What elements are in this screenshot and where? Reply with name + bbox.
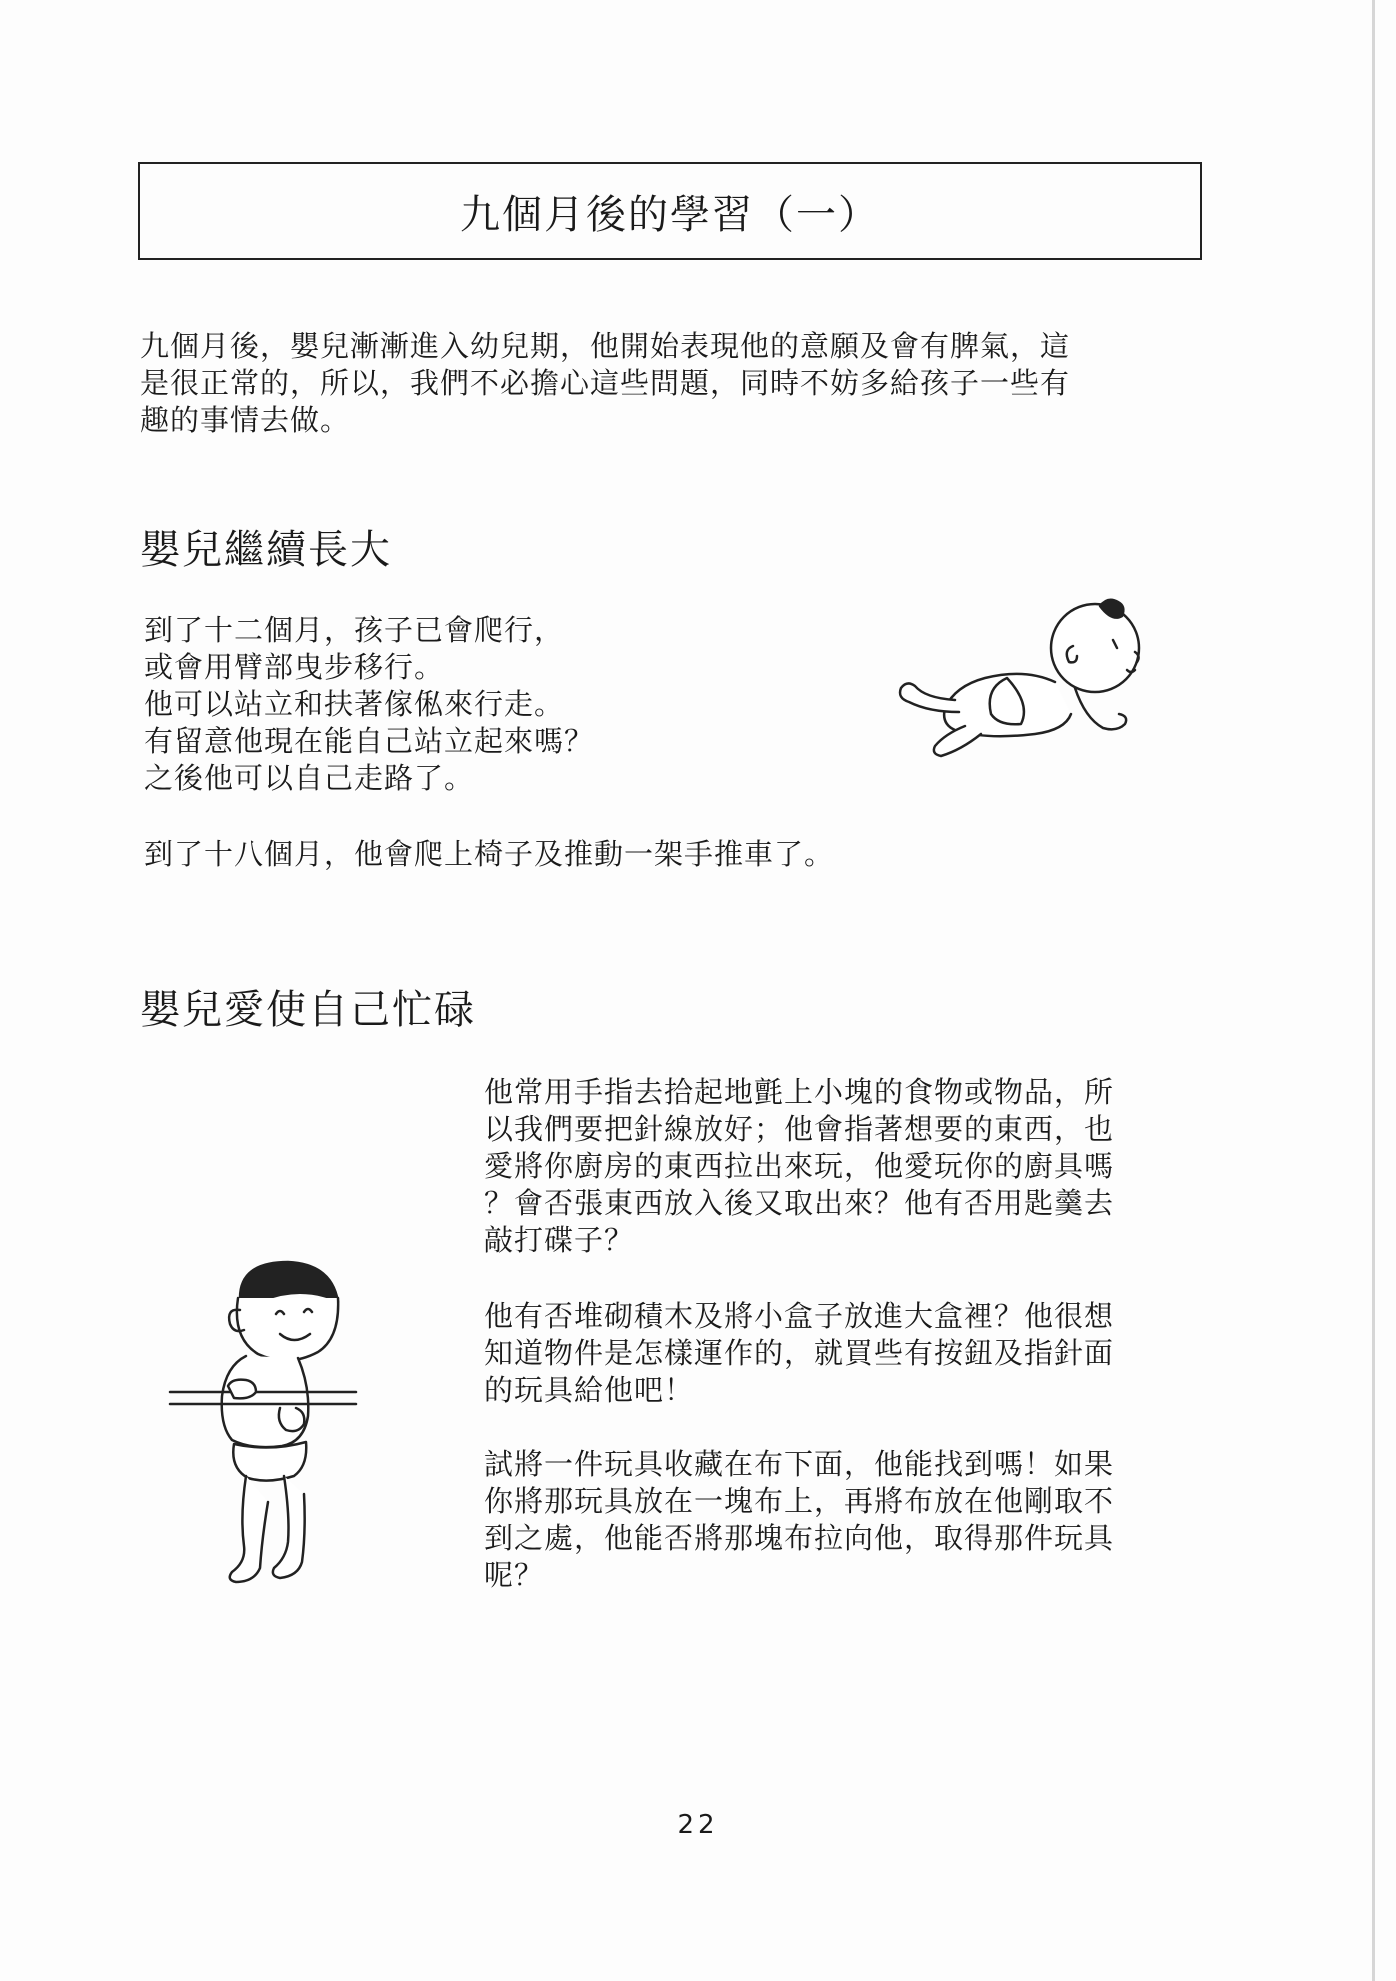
section1-extra-line: 到了十八個月，他會爬上椅子及推動一架手推車了。 [144, 837, 835, 871]
intro-line: 九個月後，嬰兒漸漸進入幼兒期，他開始表現他的意願及會有脾氣，這 [140, 329, 1071, 363]
section2-line: 以我們要把針線放好；他會指著想要的東西，也 [484, 1112, 1115, 1146]
section2-line: 他有否堆砌積木及將小盒子放進大盒裡？他很想 [484, 1299, 1115, 1333]
section1-extra-paragraph [144, 836, 834, 873]
section2-line: 到之處，他能否將那塊布拉向他，取得那件玩具 [484, 1521, 1115, 1555]
section2-paragraph-1 [484, 1074, 1114, 1259]
section2-paragraph-3 [484, 1446, 1114, 1594]
section2-line: 的玩具給他吧！ [484, 1373, 695, 1407]
intro-paragraph [140, 328, 1070, 439]
title-box [138, 162, 1202, 260]
intro-line: 趣的事情去做。 [140, 403, 351, 437]
page-edge [1372, 0, 1375, 1981]
page-title: 九個月後的學習（一） [460, 191, 880, 238]
section2-line: 他常用手指去拾起地氈上小塊的食物或物品，所 [484, 1075, 1115, 1109]
section2-line: 試將一件玩具收藏在布下面，他能找到嗎！如果 [484, 1447, 1115, 1481]
intro-line: 是很正常的，所以，我們不必擔心這些問題，同時不妨多給孩子一些有 [140, 366, 1071, 400]
section1-line: 到了十二個月，孩子已會爬行， [144, 613, 565, 647]
section2-line: 愛將你廚房的東西拉出來玩，他愛玩你的廚具嗎 [484, 1149, 1115, 1183]
standing-baby-illustration [168, 1258, 358, 1588]
section2-paragraph-2 [484, 1298, 1114, 1409]
section1-line: 或會用臂部曳步移行。 [144, 650, 445, 684]
section2-line: 敲打碟子？ [484, 1223, 635, 1257]
crawling-baby-illustration [895, 590, 1175, 770]
section2-line: 呢？ [484, 1558, 545, 1592]
section1-line: 他可以站立和扶著傢俬來行走。 [144, 687, 565, 721]
section1-line: 有留意他現在能自己站立起來嗎？ [144, 724, 595, 758]
page-number: 22 [677, 1810, 719, 1840]
section2-line: 你將那玩具放在一塊布上，再將布放在他剛取不 [484, 1484, 1115, 1518]
section1-line: 之後他可以自己走路了。 [144, 761, 475, 795]
section2-line: 知道物件是怎樣運作的，就買些有按鈕及指針面 [484, 1336, 1115, 1370]
section2-line: ？會否張東西放入後又取出來？他有否用匙羹去 [484, 1186, 1115, 1220]
section2-heading: 嬰兒愛使自己忙碌 [140, 987, 476, 1033]
section1-paragraph [144, 612, 594, 797]
section1-heading: 嬰兒繼續長大 [140, 527, 392, 573]
